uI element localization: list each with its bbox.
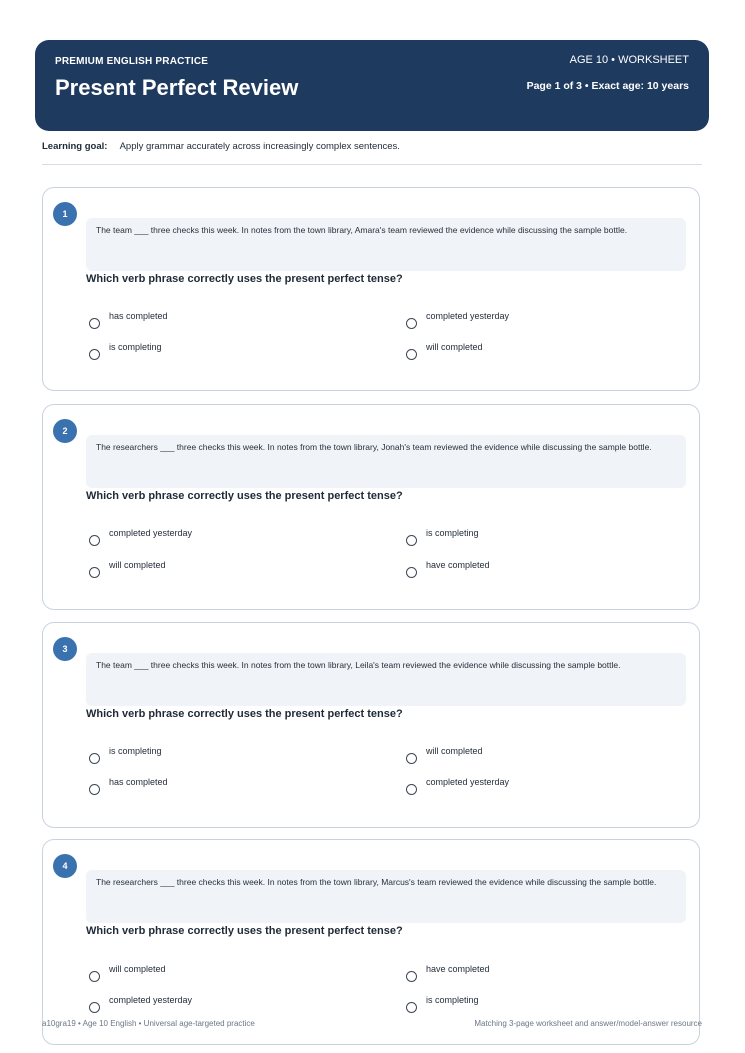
question-prompt: Which verb phrase correctly uses the present perfect tense? — [86, 490, 403, 502]
radio-circle-icon[interactable] — [406, 318, 417, 329]
question-card-4 — [42, 839, 700, 1045]
answer-option-label: completed yesterday — [426, 311, 510, 321]
answer-option-label: completed yesterday — [109, 995, 193, 1005]
radio-circle-icon[interactable] — [89, 318, 100, 329]
question-number-badge: 2 — [53, 419, 77, 443]
radio-circle-icon[interactable] — [89, 535, 100, 546]
question-passage: The team ___ three checks this week. In notes from the town library, Amara's team reviewed the evidence while discussing the sample bottle. — [86, 218, 686, 271]
answer-option-label: will completed — [426, 342, 483, 352]
page-info: Page 1 of 3 • Exact age: 10 years — [526, 80, 689, 92]
question-number-badge: 3 — [53, 637, 77, 661]
question-card-3 — [42, 622, 700, 828]
answer-option-label: is completing — [109, 342, 162, 352]
radio-circle-icon[interactable] — [89, 971, 100, 982]
answer-option-label: will completed — [109, 964, 166, 974]
learning-goal-text: Apply grammar accurately across increasingly complex sentences. — [119, 141, 400, 152]
radio-circle-icon[interactable] — [89, 784, 100, 795]
question-passage: The researchers ___ three checks this week. In notes from the town library, Jonah's team reviewed the evidence while discussing the sample bottle. — [86, 435, 686, 488]
question-prompt: Which verb phrase correctly uses the present perfect tense? — [86, 925, 403, 937]
answer-option-label: have completed — [426, 560, 490, 570]
radio-circle-icon[interactable] — [89, 567, 100, 578]
question-card-2 — [42, 404, 700, 610]
learning-goal-label: Learning goal: — [42, 141, 108, 152]
question-passage: The team ___ three checks this week. In notes from the town library, Leila's team reviewed the evidence while discussing the sample bottle. — [86, 653, 686, 706]
footer-right: Matching 3-page worksheet and answer/model-answer resource — [474, 1019, 702, 1028]
divider — [42, 164, 702, 165]
answer-option-label: is completing — [426, 995, 479, 1005]
question-passage: The researchers ___ three checks this week. In notes from the town library, Marcus's team reviewed the evidence while discussing the sample bottle. — [86, 870, 686, 923]
radio-circle-icon[interactable] — [406, 535, 417, 546]
radio-circle-icon[interactable] — [406, 1002, 417, 1013]
question-prompt: Which verb phrase correctly uses the present perfect tense? — [86, 708, 403, 720]
learning-goal — [42, 141, 400, 152]
answer-option-label: is completing — [109, 746, 162, 756]
answer-option-label: completed yesterday — [109, 528, 193, 538]
question-number-badge: 1 — [53, 202, 77, 226]
answer-option-label: will completed — [426, 746, 483, 756]
radio-circle-icon[interactable] — [406, 753, 417, 764]
answer-option-label: will completed — [109, 560, 166, 570]
answer-option-label: has completed — [109, 777, 168, 787]
question-number-badge: 4 — [53, 854, 77, 878]
answer-option-label: have completed — [426, 964, 490, 974]
answer-option-label: has completed — [109, 311, 168, 321]
answer-option-label: completed yesterday — [426, 777, 510, 787]
question-card-1 — [42, 187, 700, 391]
radio-circle-icon[interactable] — [406, 784, 417, 795]
footer-left: a10gra19 • Age 10 English • Universal age-targeted practice — [42, 1019, 255, 1028]
radio-circle-icon[interactable] — [406, 349, 417, 360]
radio-circle-icon[interactable] — [406, 971, 417, 982]
brand-label: PREMIUM ENGLISH PRACTICE — [55, 56, 209, 67]
answer-option-label: is completing — [426, 528, 479, 538]
age-worksheet-label: AGE 10 • WORKSHEET — [569, 54, 689, 66]
worksheet-header — [35, 40, 709, 131]
radio-circle-icon[interactable] — [89, 1002, 100, 1013]
radio-circle-icon[interactable] — [89, 753, 100, 764]
question-prompt: Which verb phrase correctly uses the present perfect tense? — [86, 273, 403, 285]
radio-circle-icon[interactable] — [406, 567, 417, 578]
page-title: Present Perfect Review — [55, 75, 299, 100]
radio-circle-icon[interactable] — [89, 349, 100, 360]
